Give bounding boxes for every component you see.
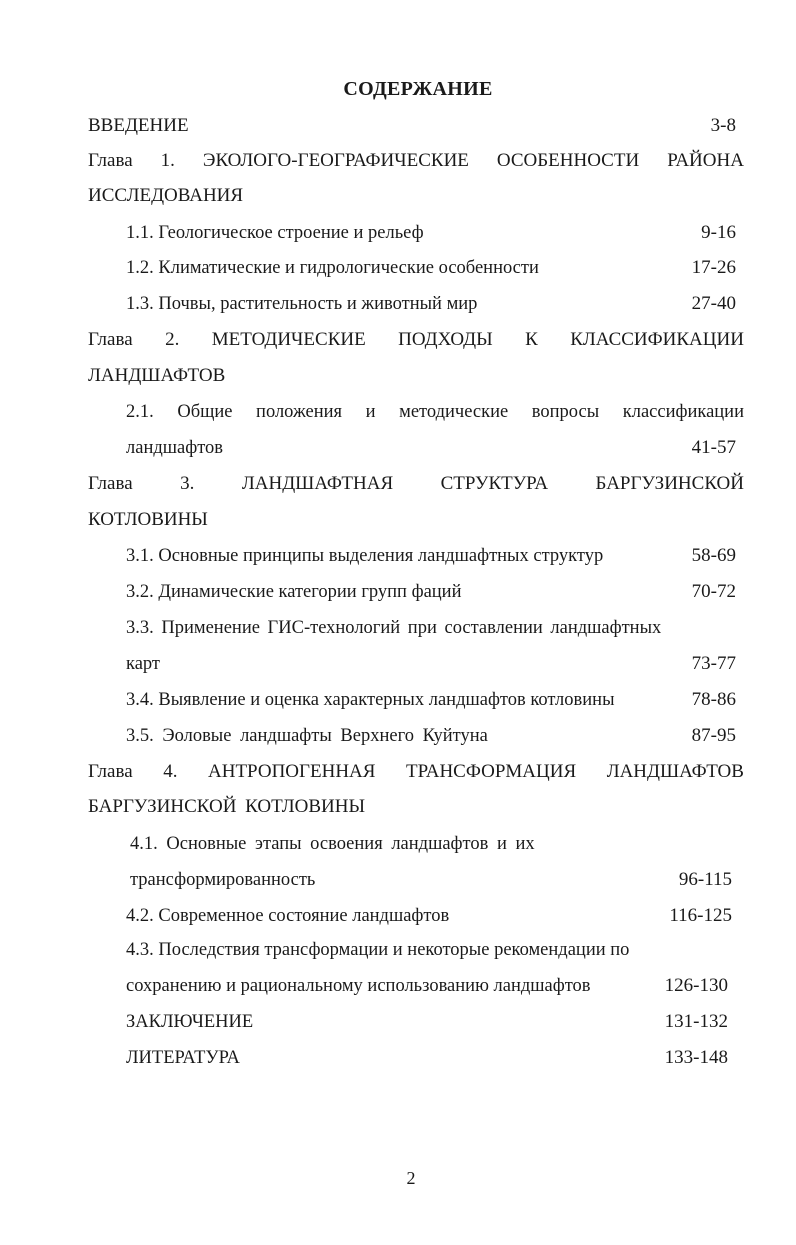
toc-pages-4-1: 96-115 (678, 869, 732, 890)
toc-pages-3-2: 70-72 (691, 581, 736, 602)
toc-section-1-3: 1.3. Почвы, растительность и животный мир (126, 294, 478, 314)
chapter-2-word: 2. (165, 329, 180, 350)
toc-entry-literature: ЛИТЕРАТУРА (126, 1048, 240, 1068)
toc-pages-3-4: 78-86 (691, 689, 736, 710)
chapter-3-word: БАРГУЗИНСКОЙ (595, 473, 744, 494)
chapter-4-word: ЛАНДШАФТОВ (606, 761, 744, 782)
section-2-1-word: вопросы (531, 402, 600, 422)
chapter-3-word: 3. (180, 473, 195, 494)
toc-section-2-1 (126, 398, 744, 426)
toc-section-3-4: 3.4. Выявление и оценка характерных ландшафтов котловины (126, 690, 615, 710)
toc-pages-intro: 3-8 (710, 115, 736, 136)
toc-pages-3-5: 87-95 (691, 725, 736, 746)
toc-chapter-4-heading-cont: БАРГУЗИНСКОЙ КОТЛОВИНЫ (88, 796, 366, 817)
toc-chapter-1-heading-cont: ИССЛЕДОВАНИЯ (88, 185, 244, 206)
toc-pages-1-1: 9-16 (701, 222, 736, 243)
toc-section-3-3: 3.3. Применение ГИС-технологий при составлении ландшафтных (126, 618, 662, 638)
toc-chapter-1-heading (88, 147, 744, 175)
chapter-4-word: АНТРОПОГЕННАЯ (208, 761, 376, 782)
toc-pages-1-2: 17-26 (691, 257, 736, 278)
toc-chapter-4-heading (88, 758, 744, 786)
toc-section-2-1-cont: ландшафтов (126, 438, 224, 458)
toc-section-1-1: 1.1. Геологическое строение и рельеф (126, 223, 424, 243)
chapter-1-word: РАЙОНА (667, 150, 744, 171)
toc-pages-3-3: 73-77 (691, 653, 736, 674)
toc-section-4-2: 4.2. Современное состояние ландшафтов (126, 906, 450, 926)
toc-pages-conclusion: 131-132 (664, 1011, 728, 1032)
chapter-2-word: К (525, 329, 538, 350)
toc-chapter-2-heading (88, 326, 744, 354)
section-2-1-word: и (365, 402, 376, 422)
toc-chapter-2-heading-cont: ЛАНДШАФТОВ (88, 365, 226, 386)
chapter-2-word: Глава (88, 329, 133, 350)
toc-chapter-3-heading-cont: КОТЛОВИНЫ (88, 509, 208, 530)
toc-section-4-1-cont: трансформированность (130, 870, 316, 890)
section-2-1-word: классификации (622, 402, 744, 422)
chapter-2-word: ПОДХОДЫ (398, 329, 493, 350)
chapter-3-word: СТРУКТУРА (440, 473, 549, 494)
chapter-4-word: Глава (88, 761, 133, 782)
toc-pages-literature: 133-148 (664, 1047, 728, 1068)
section-2-1-word: Общие (177, 402, 233, 422)
toc-section-3-5: 3.5. Эоловые ландшафты Верхнего Куйтуна (126, 726, 488, 746)
chapter-2-word: МЕТОДИЧЕСКИЕ (211, 329, 366, 350)
chapter-1-word: ОСОБЕННОСТИ (496, 150, 640, 171)
chapter-4-word: ТРАНСФОРМАЦИЯ (406, 761, 577, 782)
chapter-3-word: Глава (88, 473, 133, 494)
toc-chapter-3-heading (88, 470, 744, 498)
section-2-1-word: методические (399, 402, 509, 422)
toc-section-3-3-cont: карт (126, 654, 161, 674)
chapter-1-word: 1. (160, 150, 175, 171)
toc-section-3-1: 3.1. Основные принципы выделения ландшафтных структур (126, 546, 604, 566)
toc-pages-4-3: 126-130 (664, 975, 728, 996)
toc-entry-conclusion: ЗАКЛЮЧЕНИЕ (126, 1012, 254, 1032)
section-2-1-word: положения (256, 402, 343, 422)
section-2-1-word: 2.1. (126, 402, 154, 422)
chapter-3-word: ЛАНДШАФТНАЯ (241, 473, 394, 494)
toc-pages-3-1: 58-69 (691, 545, 736, 566)
chapter-4-word: 4. (163, 761, 178, 782)
toc-section-4-3-cont: сохранению и рациональному использованию ландшафтов (126, 976, 591, 996)
chapter-1-word: ЭКОЛОГО-ГЕОГРАФИЧЕСКИЕ (202, 150, 469, 171)
toc-entry-intro: ВВЕДЕНИЕ (88, 115, 189, 136)
page-title: СОДЕРЖАНИЕ (343, 78, 493, 100)
toc-pages-1-3: 27-40 (691, 293, 736, 314)
toc-section-4-3: 4.3. Последствия трансформации и некоторые рекомендации по (126, 940, 630, 960)
chapter-2-word: КЛАССИФИКАЦИИ (570, 329, 744, 350)
page-number: 2 (406, 1168, 416, 1188)
toc-pages-2-1: 41-57 (691, 437, 736, 458)
chapter-1-word: Глава (88, 150, 133, 171)
toc-section-3-2: 3.2. Динамические категории групп фаций (126, 582, 462, 602)
toc-section-1-2: 1.2. Климатические и гидрологические особенности (126, 258, 539, 278)
toc-pages-4-2: 116-125 (669, 905, 732, 926)
toc-section-4-1: 4.1. Основные этапы освоения ландшафтов и их (130, 834, 535, 854)
